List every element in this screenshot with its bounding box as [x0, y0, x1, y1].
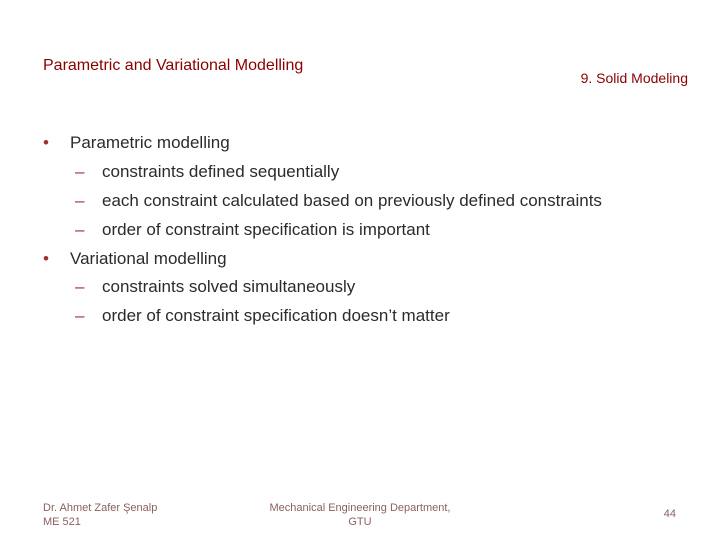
department-name: Mechanical Engineering Department, [269, 502, 451, 514]
sub-dash: – [75, 277, 85, 296]
section-label: 9. Solid Modeling [580, 70, 688, 86]
sub-text: constraints solved simultaneously [102, 277, 356, 296]
footer-author [43, 501, 157, 529]
sub-text: order of constraint specification doesn’t matter [102, 306, 450, 325]
course-code: ME 521 [43, 516, 81, 528]
university-name: GTU [348, 516, 372, 528]
slide-title: Parametric and Variational Modelling [43, 57, 304, 74]
sub-text: constraints defined sequentially [102, 162, 340, 181]
author-name: Dr. Ahmet Zafer Şenalp [43, 502, 158, 514]
sub-text: each constraint calculated based on previously defined constraints [102, 191, 602, 210]
sub-dash: – [75, 191, 85, 210]
bullet-dot: • [43, 249, 49, 268]
bullet-dot: • [43, 133, 49, 152]
sub-dash: – [75, 220, 85, 239]
sub-dash: – [75, 162, 85, 181]
sub-dash: – [75, 306, 85, 325]
bullet-text: Parametric modelling [70, 133, 230, 152]
bullet-text: Variational modelling [70, 249, 227, 268]
page-number: 44 [663, 508, 676, 520]
sub-text: order of constraint specification is important [102, 220, 430, 239]
footer-department [240, 501, 480, 529]
